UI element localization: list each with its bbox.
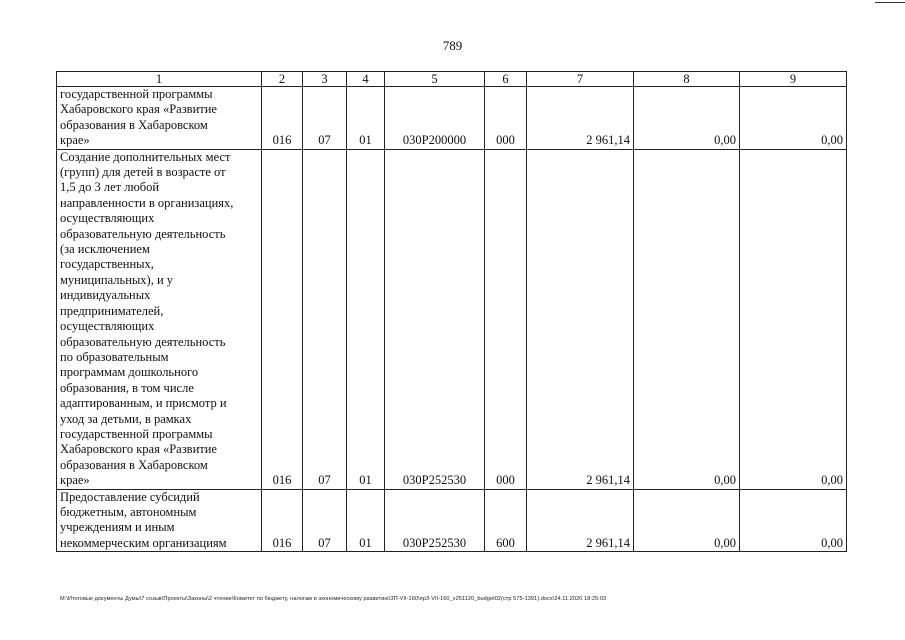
cell-ministry: 016	[262, 87, 303, 150]
desc-line: крае»	[60, 133, 90, 148]
row-description	[57, 87, 262, 150]
desc-line: уход за детьми, в рамках	[60, 411, 192, 426]
cell-subsection: 01	[347, 149, 385, 489]
col-header-9: 9	[740, 72, 847, 87]
page-number: 789	[442, 38, 463, 53]
col-header-5: 5	[385, 72, 485, 87]
col-header-7: 7	[527, 72, 634, 87]
cell-amount-9: 0,00	[740, 87, 847, 150]
desc-line: направленности в организациях,	[60, 195, 234, 210]
desc-line: государственной программы	[60, 426, 213, 441]
desc-line: адаптированным, и присмотр и	[60, 396, 227, 411]
cell-ministry: 016	[262, 489, 303, 552]
col-header-6: 6	[485, 72, 527, 87]
cell-section: 07	[303, 87, 347, 150]
desc-line: индивидуальных	[60, 288, 151, 303]
col-header-1: 1	[57, 72, 262, 87]
desc-line: образования в Хабаровском	[60, 457, 208, 472]
desc-line: образовательную деятельность	[60, 226, 226, 241]
table-row	[57, 149, 847, 489]
cell-amount-8: 0,00	[634, 87, 740, 150]
desc-line: муниципальных), и у	[60, 272, 174, 287]
cell-amount-8: 0,00	[634, 149, 740, 489]
cell-amount-7: 2 961,14	[527, 149, 634, 489]
desc-line: Хабаровского края «Развитие	[60, 102, 217, 117]
desc-line: 1,5 до 3 лет любой	[60, 180, 160, 195]
header-row	[57, 72, 847, 87]
cell-subsection: 01	[347, 489, 385, 552]
table-row	[57, 489, 847, 552]
cell-amount-7: 2 961,14	[527, 489, 634, 552]
desc-line: предпринимателей,	[60, 303, 164, 318]
desc-line: образовательную деятельность	[60, 334, 226, 349]
cell-target-article: 030P200000	[385, 87, 485, 150]
corner-mark	[875, 2, 905, 3]
desc-line: (групп) для детей в возрасте от	[60, 165, 226, 180]
cell-ministry: 016	[262, 149, 303, 489]
desc-line: (за исключением	[60, 242, 150, 257]
row-description	[57, 489, 262, 552]
cell-target-article: 030P252530	[385, 149, 485, 489]
desc-line: Хабаровского края «Развитие	[60, 442, 217, 457]
cell-target-article: 030P252530	[385, 489, 485, 552]
desc-line: государственных,	[60, 257, 154, 272]
cell-amount-9: 0,00	[740, 489, 847, 552]
desc-line: некоммерческим организациям	[60, 535, 227, 550]
file-path-footer: M:\Итоговые документы Думы\7 созыв\Проекты\Законы\2 чтение\Комитет по бюджету, налогам и экономическому развитию\ЗП-VII-160\прЗ-VII-160_v251120_budget02(стр 575-1391).docx\24.11.2020 18:25:03	[60, 596, 607, 602]
table-row	[57, 87, 847, 150]
desc-line: осуществляющих	[60, 211, 155, 226]
cell-amount-8: 0,00	[634, 489, 740, 552]
desc-line: государственной программы	[60, 87, 213, 101]
desc-line: по образовательным	[60, 349, 169, 364]
budget-table	[56, 71, 847, 552]
desc-line: осуществляющих	[60, 319, 155, 334]
desc-line: Предоставление субсидий	[60, 489, 200, 504]
desc-line: учреждениям и иным	[60, 520, 175, 535]
cell-expense-type: 600	[485, 489, 527, 552]
desc-line: программам дошкольного	[60, 365, 199, 380]
col-header-2: 2	[262, 72, 303, 87]
col-header-3: 3	[303, 72, 347, 87]
desc-line: крае»	[60, 473, 90, 488]
row-description	[57, 149, 262, 489]
cell-amount-9: 0,00	[740, 149, 847, 489]
cell-section: 07	[303, 149, 347, 489]
col-header-8: 8	[634, 72, 740, 87]
cell-amount-7: 2 961,14	[527, 87, 634, 150]
desc-line: бюджетным, автономным	[60, 504, 197, 519]
cell-expense-type: 000	[485, 87, 527, 150]
desc-line: Создание дополнительных мест	[60, 149, 231, 164]
cell-subsection: 01	[347, 87, 385, 150]
cell-expense-type: 000	[485, 149, 527, 489]
desc-line: образования, в том числе	[60, 380, 194, 395]
cell-section: 07	[303, 489, 347, 552]
col-header-4: 4	[347, 72, 385, 87]
desc-line: образования в Хабаровском	[60, 117, 208, 132]
